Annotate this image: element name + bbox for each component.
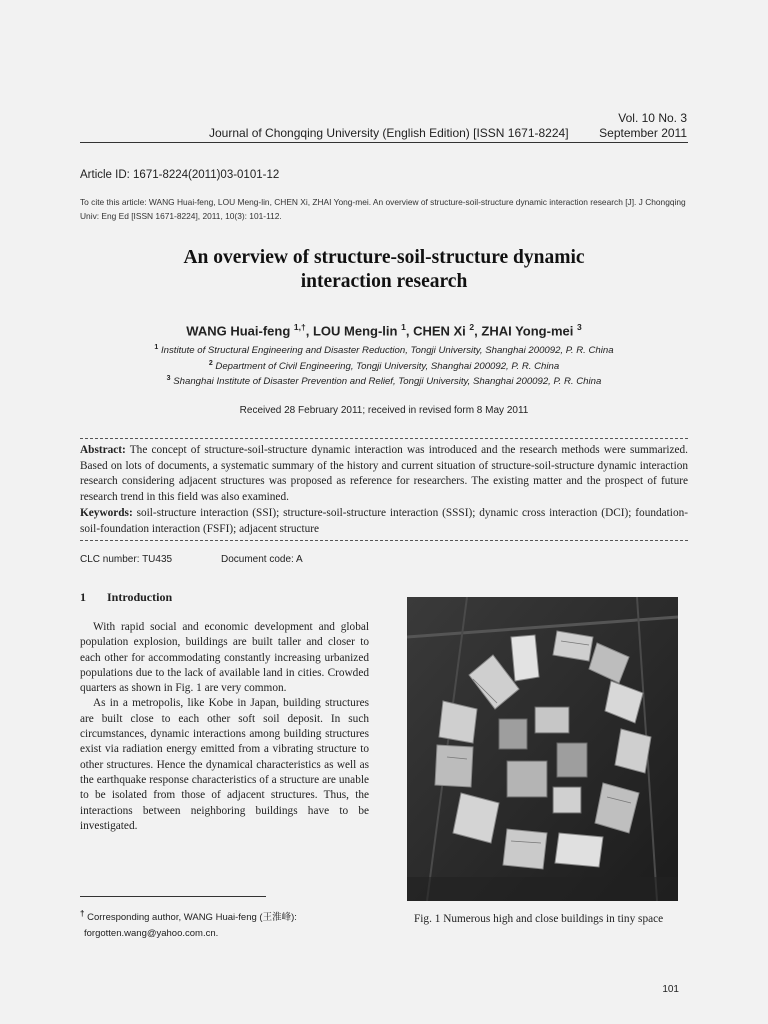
aerial-buildings-image xyxy=(407,597,678,901)
title-line-1: An overview of structure-soil-structure dynamic xyxy=(183,247,585,268)
author-list: WANG Huai-feng $^{1,\dagger}$, LOU Meng-lin $^1$, CHEN Xi $^2$, ZHAI Yong-mei $^3$ xyxy=(186,322,582,339)
author-affil-mark: 3 xyxy=(576,322,582,332)
title-line-2: interaction research xyxy=(300,271,468,292)
footnote xyxy=(80,906,370,942)
page-number: 101 xyxy=(662,984,679,995)
abstract-text: The concept of structure-soil-structure dynamic interaction was introduced and the research methods were summarized. Based on lots of documents, a systematic summary of the history and current situation of structure-soil-structure dynamic interaction research considering adjacent structures was proposed as reference for researchers. The existing matter and the prospect of future research trend in this field was also examined. xyxy=(80,444,688,503)
section-title: Introduction xyxy=(107,590,173,604)
keywords xyxy=(80,506,688,537)
affiliation xyxy=(80,344,688,356)
clc-number: CLC number: TU435 xyxy=(80,554,173,565)
affiliation-mark: 2 xyxy=(208,360,213,367)
abstract xyxy=(80,443,688,505)
keywords-label: Keywords: xyxy=(80,507,133,519)
citation: To cite this article: WANG Huai-feng, LOU Meng-lin, CHEN Xi, ZHAI Yong-mei. An overview of structure-soil-structure dynamic interaction research [J]. J Chongqing Univ: Eng Ed [ISSN 1671-8224], 2011, 10(3): 101-112. xyxy=(80,197,686,221)
paragraph: As in a metropolis, like Kobe in Japan, building structures are built close to each other soft soil deposit. In such circumstances, dynamic interactions among building structures exist via radiation energy emitted from a vibrating structure to other structures. Hence the dynamical characteristics as well as the earthquake response characteristics of a structure are unable to be isolated from those of adjacent structures. Thus, the interactions between neighboring buildings have to be investigated. xyxy=(80,697,369,832)
header-rule xyxy=(80,142,688,143)
author-affil-mark: 2 xyxy=(469,322,475,332)
journal-name: Journal of Chongqing University (English Edition) [ISSN 1671-8224] xyxy=(209,126,569,140)
header-volume: Vol. 10 No. 3 xyxy=(618,111,687,125)
author-name: ZHAI Yong-mei xyxy=(481,323,574,339)
footnote-line-1: Corresponding author, WANG Huai-feng (王淮峰): xyxy=(87,912,297,924)
introduction-body xyxy=(80,620,369,834)
article-id: Article ID: 1671-8224(2011)03-0101-12 xyxy=(80,169,280,181)
author-affil-mark: 1 xyxy=(401,322,406,332)
figure-aerial-photo xyxy=(407,597,678,901)
section-heading xyxy=(80,590,172,605)
affiliation-text: Shanghai Institute of Disaster Prevention and Relief, Tongji University, Shanghai 200092, P. R. China xyxy=(173,376,602,388)
author-name: CHEN Xi xyxy=(413,323,466,339)
abstract-bottom-divider xyxy=(80,540,688,541)
received-dates: Received 28 February 2011; received in revised form 8 May 2011 xyxy=(239,405,529,416)
affiliation xyxy=(80,360,688,372)
paragraph: With rapid social and economic development and global population explosion, buildings are built taller and closer to each other for accommodating constantly increasing urbanized populations due to the lack of available land in cities. Crowded quarters as shown in Fig. 1 are very common. xyxy=(80,621,369,695)
paper-title xyxy=(80,246,688,294)
abstract-label: Abstract: xyxy=(80,444,126,456)
author-name: WANG Huai-feng xyxy=(186,323,291,339)
author-name: LOU Meng-lin xyxy=(312,323,398,339)
affiliation-mark: 1 xyxy=(154,344,159,351)
document-code: Document code: A xyxy=(221,554,303,565)
affiliation-text: Institute of Structural Engineering and Disaster Reduction, Tongji University, Shanghai 200092, P. R. China xyxy=(160,345,614,357)
abstract-top-divider xyxy=(80,438,688,439)
figure-caption: Fig. 1 Numerous high and close buildings in tiny space xyxy=(414,913,664,925)
section-number: 1 xyxy=(80,590,86,604)
footnote-rule xyxy=(80,896,266,897)
affiliation xyxy=(80,375,688,387)
affiliation-mark: 3 xyxy=(166,375,171,382)
header-date: September 2011 xyxy=(599,126,687,140)
keywords-text: soil-structure interaction (SSI); structure-soil-structure interaction (SSSI); dynamic cross interaction (DCI); foundation-soil-foundation interaction (FSFI); adjacent structure xyxy=(80,507,689,535)
footnote-mark: † xyxy=(80,909,85,918)
affiliation-text: Department of Civil Engineering, Tongji University, Shanghai 200092, P. R. China xyxy=(215,361,560,373)
author-affil-mark: 1,† xyxy=(293,322,306,332)
footnote-line-2: forgotten.wang@yahoo.com.cn. xyxy=(84,928,219,940)
